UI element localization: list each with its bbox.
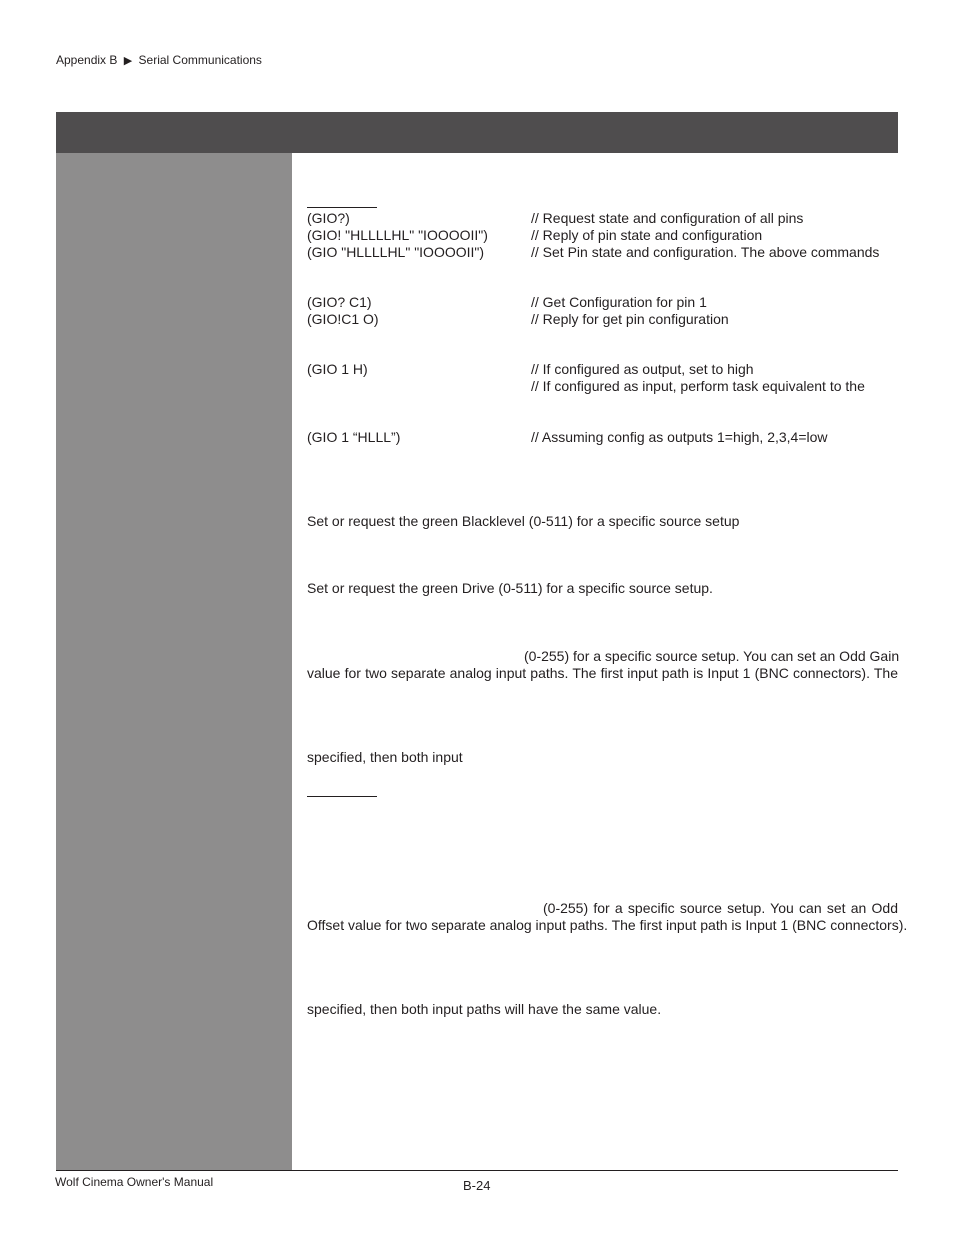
example-command: (GIO "HLLLLHL" "IOOOOII") [307,244,485,260]
example-comment: // If configured as input, perform task equivalent to the [531,378,865,394]
footer-page-number: B-24 [463,1178,491,1193]
odd-offset-text: Offset value for two separate analog input paths. The first input path is Input 1 (BNC connectors). [307,917,908,933]
odd-gain-description-line [307,665,898,682]
green-drive-description: Set or request the green Drive (0-511) for a specific source setup. [307,580,713,596]
footer-manual-title: Wolf Cinema Owner's Manual [55,1175,214,1189]
example-comment: // Set Pin state and configuration. The above commands [531,244,880,260]
sidebar-panel [56,153,292,1170]
breadcrumb-arrow-icon: ▶ [123,55,133,67]
odd-gain-description-line: specified, then both input [307,749,463,765]
example-command: (GIO 1 “HLLL”) [307,429,401,445]
footer-rule [56,1170,898,1171]
example-comment: // Reply for get pin configuration [531,311,729,327]
odd-gain-description-line: (0-255) for a specific source setup. You can set an Odd Gain [524,648,900,664]
example-comment: // Assuming config as outputs 1=high, 2,3,4=low [531,429,828,445]
example-comment: // Reply of pin state and configuration [531,227,763,243]
odd-offset-description-line [307,917,908,934]
example-comment: // Request state and configuration of all pins [531,210,804,226]
example-comment: // Get Configuration for pin 1 [531,294,707,310]
example-comment: // If configured as output, set to high [531,361,754,377]
header-bar [56,112,898,153]
breadcrumb-section: Appendix B [56,53,118,67]
breadcrumb [56,53,262,67]
odd-offset-description-line: specified, then both input paths will have the same value. [307,1001,662,1017]
example-command: (GIO? C1) [307,294,372,310]
breadcrumb-page: Serial Communications [138,53,262,67]
example-command: (GIO! "HLLLLHL" "IOOOOII") [307,227,488,243]
green-blacklevel-description: Set or request the green Blacklevel (0-511) for a specific source setup [307,513,740,529]
odd-gain-text: value for two separate analog input paths. The first input path is Input 1 (BNC connectors). The [307,665,898,681]
odd-offset-text: (0-255) for a specific source setup. You can set an Odd [543,900,898,916]
section-underline [307,796,377,797]
example-command: (GIO!C1 O) [307,311,379,327]
example-command: (GIO?) [307,210,350,226]
odd-offset-description-line [543,900,898,917]
section-underline [307,207,377,208]
example-command: (GIO 1 H) [307,361,368,377]
